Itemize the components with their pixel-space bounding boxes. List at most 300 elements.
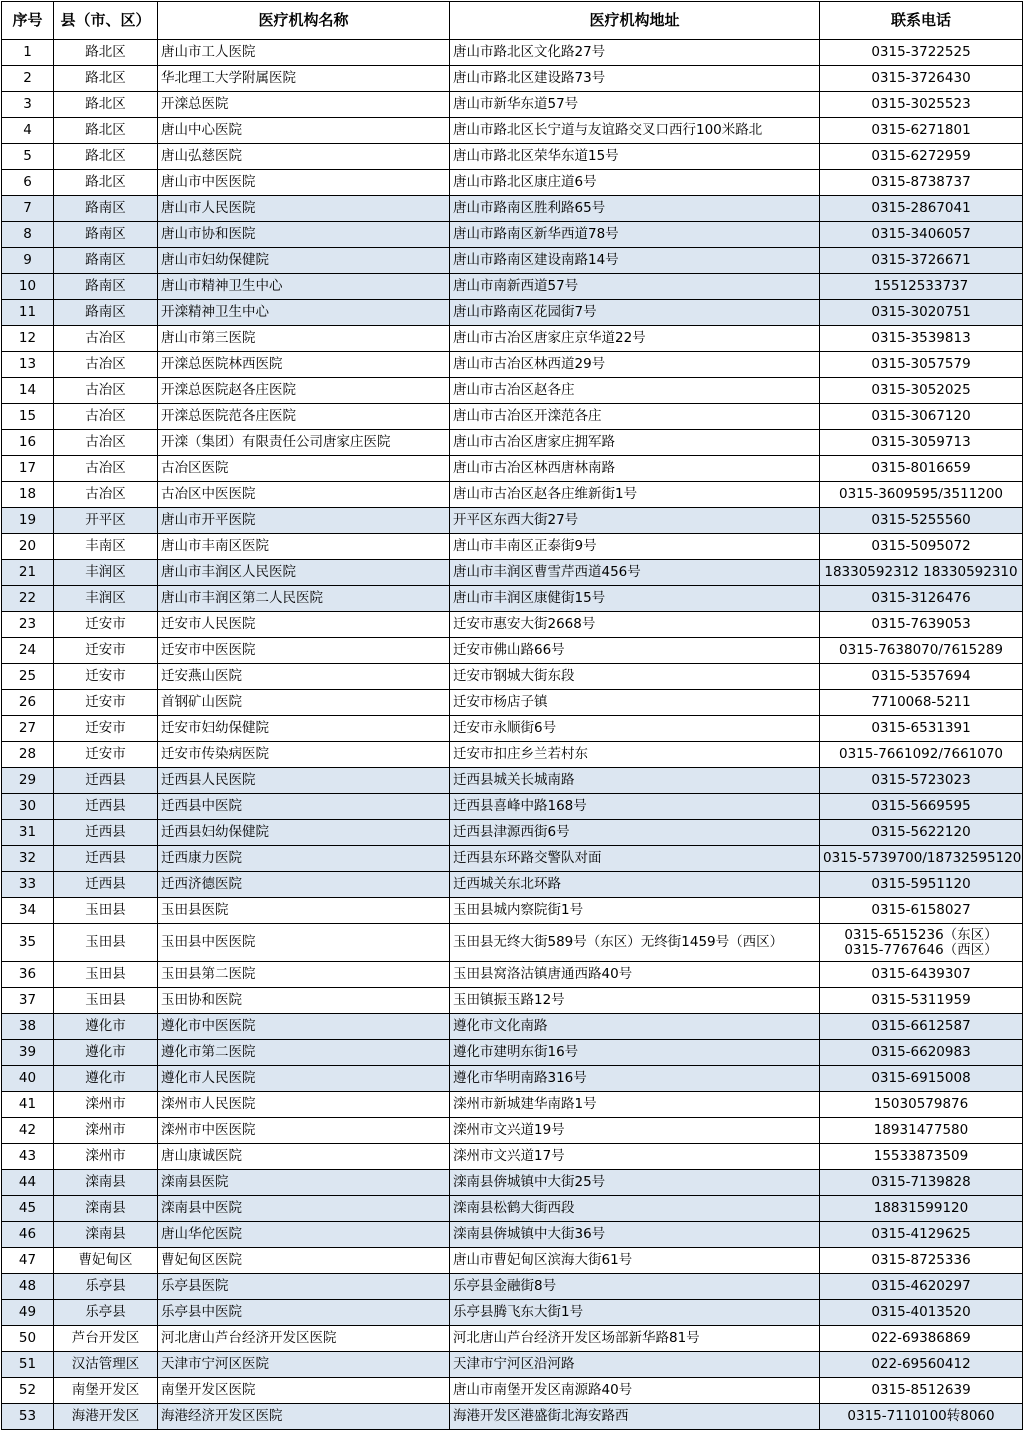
cell-no: 27 — [2, 716, 54, 742]
cell-address: 遵化市建明东街16号 — [450, 1040, 820, 1066]
cell-address: 迁安市扣庄乡兰若村东 — [450, 742, 820, 768]
cell-address: 唐山市路北区文化路27号 — [450, 40, 820, 66]
phone-number: 0315-4129625 — [871, 1226, 971, 1242]
cell-district: 迁西县 — [54, 872, 158, 898]
phone-number: 0315-3609595/3511200 — [838, 486, 1004, 502]
cell-name: 迁安市人民医院 — [158, 612, 450, 638]
table-row — [2, 352, 1023, 378]
phone-number: 0315-3539813 — [871, 330, 971, 346]
cell-district: 南堡开发区 — [54, 1378, 158, 1404]
cell-no: 37 — [2, 988, 54, 1014]
cell-district: 路南区 — [54, 196, 158, 222]
table-row — [2, 1274, 1023, 1300]
table-body — [2, 40, 1023, 1430]
cell-no: 1 — [2, 40, 54, 66]
cell-name: 华北理工大学附属医院 — [158, 66, 450, 92]
cell-name: 迁西县妇幼保健院 — [158, 820, 450, 846]
cell-name: 玉田县中医医院 — [158, 924, 450, 962]
cell-name: 迁西济德医院 — [158, 872, 450, 898]
cell-name: 唐山市丰南区医院 — [158, 534, 450, 560]
table-row — [2, 248, 1023, 274]
header-no: 序号 — [2, 2, 54, 40]
cell-no: 48 — [2, 1274, 54, 1300]
table-row — [2, 690, 1023, 716]
cell-phone — [820, 378, 1023, 404]
cell-district: 古冶区 — [54, 482, 158, 508]
cell-phone — [820, 1066, 1023, 1092]
cell-phone — [820, 196, 1023, 222]
cell-name: 唐山市中医医院 — [158, 170, 450, 196]
table-row — [2, 378, 1023, 404]
cell-name: 乐亭县中医院 — [158, 1300, 450, 1326]
phone-number: 0315-6439307 — [871, 966, 971, 982]
cell-phone — [820, 248, 1023, 274]
cell-phone — [820, 144, 1023, 170]
cell-district: 古冶区 — [54, 352, 158, 378]
table-row — [2, 1352, 1023, 1378]
cell-phone — [820, 742, 1023, 768]
cell-no: 11 — [2, 300, 54, 326]
cell-name: 迁安市中医医院 — [158, 638, 450, 664]
cell-district: 滦州市 — [54, 1092, 158, 1118]
cell-phone — [820, 794, 1023, 820]
cell-address: 滦南县倴城镇中大街36号 — [450, 1222, 820, 1248]
cell-no: 3 — [2, 92, 54, 118]
cell-phone — [820, 898, 1023, 924]
cell-no: 33 — [2, 872, 54, 898]
cell-district: 丰南区 — [54, 534, 158, 560]
table-row — [2, 872, 1023, 898]
phone-number: 0315-4013520 — [871, 1304, 971, 1320]
cell-district: 玉田县 — [54, 898, 158, 924]
cell-address: 迁安市钢城大街东段 — [450, 664, 820, 690]
cell-address: 迁安市永顺街6号 — [450, 716, 820, 742]
cell-name: 唐山华佗医院 — [158, 1222, 450, 1248]
phone-number: 18831599120 — [873, 1200, 969, 1216]
cell-phone — [820, 326, 1023, 352]
table-row — [2, 456, 1023, 482]
cell-no: 5 — [2, 144, 54, 170]
cell-district: 滦州市 — [54, 1144, 158, 1170]
cell-address: 唐山市南堡开发区南源路40号 — [450, 1378, 820, 1404]
cell-no: 46 — [2, 1222, 54, 1248]
cell-phone — [820, 352, 1023, 378]
cell-name: 玉田县医院 — [158, 898, 450, 924]
cell-address: 唐山市路北区荣华东道15号 — [450, 144, 820, 170]
table-row — [2, 612, 1023, 638]
phone-number: 0315-5095072 — [871, 538, 971, 554]
cell-district: 迁西县 — [54, 794, 158, 820]
table-row — [2, 560, 1023, 586]
table-row — [2, 1300, 1023, 1326]
cell-district: 路北区 — [54, 40, 158, 66]
cell-phone — [820, 222, 1023, 248]
cell-name: 古冶区中医医院 — [158, 482, 450, 508]
header-phone: 联系电话 — [820, 2, 1023, 40]
phone-number: 0315-3722525 — [871, 44, 971, 60]
table-row — [2, 1118, 1023, 1144]
cell-no: 16 — [2, 430, 54, 456]
cell-district: 芦台开发区 — [54, 1326, 158, 1352]
cell-name: 开滦总医院范各庄医院 — [158, 404, 450, 430]
cell-district: 路南区 — [54, 222, 158, 248]
cell-district: 迁西县 — [54, 846, 158, 872]
cell-phone — [820, 274, 1023, 300]
phone-number: 0315-6271801 — [871, 122, 971, 138]
cell-no: 41 — [2, 1092, 54, 1118]
cell-district: 遵化市 — [54, 1066, 158, 1092]
cell-phone — [820, 118, 1023, 144]
cell-name: 玉田协和医院 — [158, 988, 450, 1014]
cell-phone — [820, 1144, 1023, 1170]
cell-address: 唐山市新华东道57号 — [450, 92, 820, 118]
phone-number: 0315-3059713 — [871, 434, 971, 450]
cell-no: 47 — [2, 1248, 54, 1274]
cell-address: 唐山市曹妃甸区滨海大街61号 — [450, 1248, 820, 1274]
cell-name: 曹妃甸区医院 — [158, 1248, 450, 1274]
cell-no: 2 — [2, 66, 54, 92]
cell-name: 唐山市协和医院 — [158, 222, 450, 248]
cell-no: 6 — [2, 170, 54, 196]
cell-district: 路北区 — [54, 66, 158, 92]
cell-phone — [820, 924, 1023, 962]
cell-no: 34 — [2, 898, 54, 924]
cell-no: 10 — [2, 274, 54, 300]
cell-name: 开滦总医院 — [158, 92, 450, 118]
cell-name: 唐山市开平医院 — [158, 508, 450, 534]
cell-name: 滦南县医院 — [158, 1170, 450, 1196]
table-row — [2, 1014, 1023, 1040]
cell-address: 玉田县城内察院街1号 — [450, 898, 820, 924]
cell-address: 迁安市佛山路66号 — [450, 638, 820, 664]
cell-name: 迁西康力医院 — [158, 846, 450, 872]
cell-address: 唐山市丰润区曹雪芹西道456号 — [450, 560, 820, 586]
cell-name: 开滦（集团）有限责任公司唐家庄医院 — [158, 430, 450, 456]
cell-district: 玉田县 — [54, 962, 158, 988]
cell-phone — [820, 560, 1023, 586]
table-row — [2, 1144, 1023, 1170]
cell-no: 40 — [2, 1066, 54, 1092]
cell-name: 滦州市人民医院 — [158, 1092, 450, 1118]
cell-no: 53 — [2, 1404, 54, 1430]
cell-address: 唐山市古冶区林西道29号 — [450, 352, 820, 378]
cell-district: 乐亭县 — [54, 1274, 158, 1300]
phone-number: 0315-6620983 — [871, 1044, 971, 1060]
header-district: 县（市、区） — [54, 2, 158, 40]
phone-number: 022-69560412 — [871, 1356, 971, 1372]
phone-number: 0315-8512639 — [871, 1382, 971, 1398]
table-row — [2, 274, 1023, 300]
cell-name: 迁安燕山医院 — [158, 664, 450, 690]
phone-number: 0315-5739700/18732595120 — [823, 850, 1022, 866]
cell-name: 唐山市丰润区第二人民医院 — [158, 586, 450, 612]
cell-address: 开平区东西大街27号 — [450, 508, 820, 534]
cell-no: 36 — [2, 962, 54, 988]
cell-name: 迁安市传染病医院 — [158, 742, 450, 768]
table-row — [2, 92, 1023, 118]
header-row — [2, 2, 1023, 40]
table-row — [2, 66, 1023, 92]
phone-number: 0315-6515236（东区） — [844, 926, 998, 943]
phone-number: 0315-6531391 — [871, 720, 971, 736]
cell-address: 唐山市路南区花园街7号 — [450, 300, 820, 326]
table-row — [2, 404, 1023, 430]
phone-number: 0315-3067120 — [871, 408, 971, 424]
cell-address: 海港开发区港盛街北海安路西 — [450, 1404, 820, 1430]
table-row — [2, 118, 1023, 144]
cell-phone — [820, 638, 1023, 664]
table-row — [2, 1222, 1023, 1248]
cell-name: 唐山弘慈医院 — [158, 144, 450, 170]
cell-phone — [820, 170, 1023, 196]
cell-phone — [820, 66, 1023, 92]
cell-no: 49 — [2, 1300, 54, 1326]
cell-no: 30 — [2, 794, 54, 820]
cell-district: 古冶区 — [54, 456, 158, 482]
cell-address: 唐山市路北区长宁道与友谊路交叉口西行100米路北 — [450, 118, 820, 144]
cell-phone — [820, 586, 1023, 612]
cell-no: 19 — [2, 508, 54, 534]
cell-no: 29 — [2, 768, 54, 794]
cell-name: 玉田县第二医院 — [158, 962, 450, 988]
cell-name: 唐山市工人医院 — [158, 40, 450, 66]
cell-address: 河北唐山芦台经济开发区场部新华路81号 — [450, 1326, 820, 1352]
cell-phone — [820, 664, 1023, 690]
phone-number: 0315-3726671 — [871, 252, 971, 268]
table-row — [2, 326, 1023, 352]
table-row — [2, 534, 1023, 560]
cell-phone — [820, 534, 1023, 560]
cell-name: 唐山市妇幼保健院 — [158, 248, 450, 274]
cell-district: 开平区 — [54, 508, 158, 534]
phone-number: 0315-3052025 — [871, 382, 971, 398]
cell-address: 唐山市古冶区赵各庄 — [450, 378, 820, 404]
cell-address: 迁西县城关长城南路 — [450, 768, 820, 794]
cell-no: 28 — [2, 742, 54, 768]
cell-address: 滦州市文兴道19号 — [450, 1118, 820, 1144]
cell-name: 唐山康诚医院 — [158, 1144, 450, 1170]
cell-address: 玉田县窝洛沽镇唐通西路40号 — [450, 962, 820, 988]
cell-phone — [820, 612, 1023, 638]
table-row — [2, 742, 1023, 768]
cell-name: 唐山市人民医院 — [158, 196, 450, 222]
cell-address: 唐山市南新西道57号 — [450, 274, 820, 300]
cell-no: 39 — [2, 1040, 54, 1066]
cell-no: 8 — [2, 222, 54, 248]
cell-phone — [820, 430, 1023, 456]
cell-name: 河北唐山芦台经济开发区医院 — [158, 1326, 450, 1352]
cell-district: 古冶区 — [54, 404, 158, 430]
cell-phone — [820, 508, 1023, 534]
cell-address: 迁安市杨店子镇 — [450, 690, 820, 716]
table-row — [2, 300, 1023, 326]
cell-address: 乐亭县腾飞东大街1号 — [450, 1300, 820, 1326]
cell-address: 遵化市文化南路 — [450, 1014, 820, 1040]
cell-name: 唐山市精神卫生中心 — [158, 274, 450, 300]
table-row — [2, 988, 1023, 1014]
cell-district: 路北区 — [54, 92, 158, 118]
phone-number: 0315-8016659 — [871, 460, 971, 476]
table-row — [2, 1326, 1023, 1352]
phone-number: 0315-5255560 — [871, 512, 971, 528]
cell-no: 44 — [2, 1170, 54, 1196]
cell-district: 迁安市 — [54, 742, 158, 768]
cell-address: 迁西城关东北环路 — [450, 872, 820, 898]
cell-no: 23 — [2, 612, 54, 638]
cell-name: 天津市宁河区医院 — [158, 1352, 450, 1378]
phone-number: 0315-6158027 — [871, 902, 971, 918]
cell-district: 路南区 — [54, 274, 158, 300]
cell-name: 遵化市中医医院 — [158, 1014, 450, 1040]
cell-phone — [820, 1170, 1023, 1196]
cell-district: 路北区 — [54, 144, 158, 170]
cell-name: 迁安市妇幼保健院 — [158, 716, 450, 742]
phone-number: 0315-2867041 — [871, 200, 971, 216]
cell-address: 滦州市文兴道17号 — [450, 1144, 820, 1170]
cell-address: 天津市宁河区沿河路 — [450, 1352, 820, 1378]
cell-name: 海港经济开发区医院 — [158, 1404, 450, 1430]
cell-no: 7 — [2, 196, 54, 222]
table-row — [2, 1040, 1023, 1066]
phone-number: 0315-7110100转8060 — [847, 1408, 995, 1424]
cell-phone — [820, 482, 1023, 508]
cell-district: 古冶区 — [54, 378, 158, 404]
cell-address: 唐山市路南区建设南路14号 — [450, 248, 820, 274]
phone-number: 0315-7767646（西区） — [844, 941, 998, 958]
cell-phone — [820, 820, 1023, 846]
cell-no: 4 — [2, 118, 54, 144]
table-row — [2, 1248, 1023, 1274]
cell-address: 滦南县倴城镇中大街25号 — [450, 1170, 820, 1196]
cell-phone — [820, 1118, 1023, 1144]
cell-no: 51 — [2, 1352, 54, 1378]
phone-number: 15512533737 — [873, 278, 969, 294]
cell-name: 滦南县中医院 — [158, 1196, 450, 1222]
phone-number: 0315-3726430 — [871, 70, 971, 86]
phone-number: 7710068-5211 — [871, 694, 971, 710]
phone-number: 0315-6915008 — [871, 1070, 971, 1086]
phone-number: 0315-6612587 — [871, 1018, 971, 1034]
table-row — [2, 1170, 1023, 1196]
cell-no: 14 — [2, 378, 54, 404]
cell-no: 42 — [2, 1118, 54, 1144]
table-row — [2, 40, 1023, 66]
cell-address: 遵化市华明南路316号 — [450, 1066, 820, 1092]
cell-address: 唐山市路北区康庄道6号 — [450, 170, 820, 196]
cell-name: 遵化市第二医院 — [158, 1040, 450, 1066]
cell-district: 古冶区 — [54, 326, 158, 352]
cell-district: 迁西县 — [54, 820, 158, 846]
cell-phone — [820, 1014, 1023, 1040]
cell-district: 迁安市 — [54, 716, 158, 742]
cell-phone — [820, 1196, 1023, 1222]
cell-district: 丰润区 — [54, 586, 158, 612]
cell-name: 迁西县人民医院 — [158, 768, 450, 794]
cell-district: 迁安市 — [54, 664, 158, 690]
cell-no: 13 — [2, 352, 54, 378]
cell-phone — [820, 456, 1023, 482]
header-address: 医疗机构地址 — [450, 2, 820, 40]
cell-no: 18 — [2, 482, 54, 508]
cell-phone — [820, 1092, 1023, 1118]
cell-district: 海港开发区 — [54, 1404, 158, 1430]
phone-number: 0315-7639053 — [871, 616, 971, 632]
cell-name: 开滦精神卫生中心 — [158, 300, 450, 326]
table-row — [2, 586, 1023, 612]
cell-district: 路北区 — [54, 118, 158, 144]
cell-name: 唐山市丰润区人民医院 — [158, 560, 450, 586]
cell-district: 迁安市 — [54, 690, 158, 716]
phone-number: 0315-8738737 — [871, 174, 971, 190]
cell-address: 唐山市古冶区唐家庄拥军路 — [450, 430, 820, 456]
cell-name: 唐山市第三医院 — [158, 326, 450, 352]
cell-district: 路南区 — [54, 300, 158, 326]
cell-phone — [820, 1222, 1023, 1248]
cell-phone — [820, 768, 1023, 794]
cell-no: 9 — [2, 248, 54, 274]
phone-number: 0315-3020751 — [871, 304, 971, 320]
table-row — [2, 794, 1023, 820]
cell-no: 15 — [2, 404, 54, 430]
cell-no: 52 — [2, 1378, 54, 1404]
cell-district: 路南区 — [54, 248, 158, 274]
phone-number: 0315-3025523 — [871, 96, 971, 112]
cell-district: 丰润区 — [54, 560, 158, 586]
cell-phone — [820, 1274, 1023, 1300]
cell-no: 21 — [2, 560, 54, 586]
cell-name: 迁西县中医院 — [158, 794, 450, 820]
cell-address: 唐山市古冶区林西唐林南路 — [450, 456, 820, 482]
cell-phone — [820, 404, 1023, 430]
cell-phone — [820, 846, 1023, 872]
cell-no: 31 — [2, 820, 54, 846]
table-row — [2, 430, 1023, 456]
table-row — [2, 508, 1023, 534]
cell-phone — [820, 300, 1023, 326]
phone-number: 022-69386869 — [871, 1330, 971, 1346]
cell-address: 迁西县喜峰中路168号 — [450, 794, 820, 820]
cell-name: 唐山中心医院 — [158, 118, 450, 144]
cell-no: 12 — [2, 326, 54, 352]
cell-address: 唐山市古冶区开滦范各庄 — [450, 404, 820, 430]
cell-phone — [820, 40, 1023, 66]
cell-no: 43 — [2, 1144, 54, 1170]
cell-name: 遵化市人民医院 — [158, 1066, 450, 1092]
cell-no: 50 — [2, 1326, 54, 1352]
cell-phone — [820, 1300, 1023, 1326]
cell-district: 滦南县 — [54, 1170, 158, 1196]
table-row — [2, 170, 1023, 196]
table-row — [2, 820, 1023, 846]
cell-address: 唐山市路北区建设路73号 — [450, 66, 820, 92]
header-name: 医疗机构名称 — [158, 2, 450, 40]
cell-name: 首钢矿山医院 — [158, 690, 450, 716]
phone-number: 0315-5669595 — [871, 798, 971, 814]
cell-name: 南堡开发区医院 — [158, 1378, 450, 1404]
cell-district: 玉田县 — [54, 988, 158, 1014]
cell-name: 开滦总医院林西医院 — [158, 352, 450, 378]
cell-address: 滦南县松鹤大街西段 — [450, 1196, 820, 1222]
phone-number: 15533873509 — [873, 1148, 969, 1164]
cell-no: 24 — [2, 638, 54, 664]
cell-district: 路北区 — [54, 170, 158, 196]
cell-district: 遵化市 — [54, 1014, 158, 1040]
cell-address: 玉田镇振玉路12号 — [450, 988, 820, 1014]
cell-address: 玉田县无终大街589号（东区）无终街1459号（西区） — [450, 924, 820, 962]
phone-number: 0315-5622120 — [871, 824, 971, 840]
table-row — [2, 1404, 1023, 1430]
cell-name: 古冶区医院 — [158, 456, 450, 482]
